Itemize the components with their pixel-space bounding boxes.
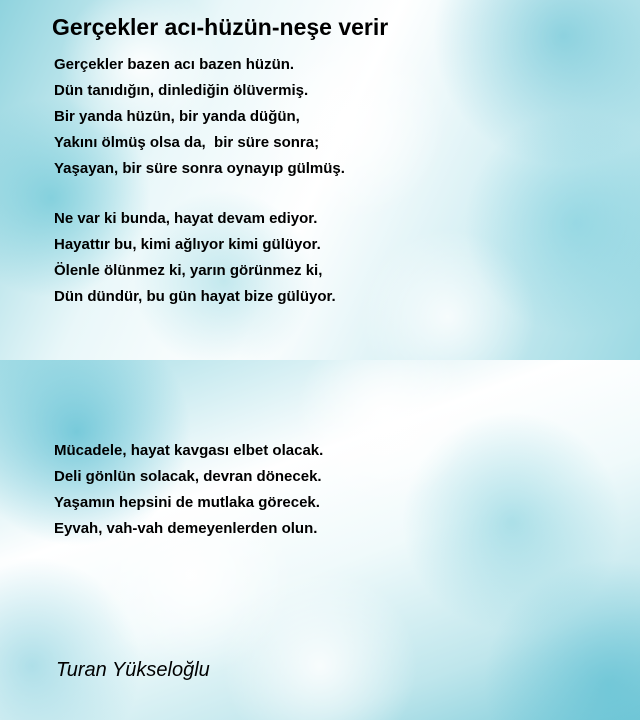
poem-line: Dün dündür, bu gün hayat bize gülüyor. — [54, 288, 336, 305]
poem-title: Gerçekler acı-hüzün-neşe verir — [52, 14, 389, 40]
poem-line: Yakını ölmüş olsa da, bir süre sonra; — [54, 134, 320, 151]
poem-card-bottom — [0, 360, 640, 720]
stanza-1 — [54, 52, 345, 182]
poem-line: Yaşamın hepsini de mutlaka görecek. — [54, 494, 320, 511]
poem-line: Eyvah, vah-vah demeyenlerden olun. — [54, 520, 318, 537]
poem-line: Ne var ki bunda, hayat devam ediyor. — [54, 210, 318, 227]
stanza-2 — [54, 206, 336, 310]
poem-line: Dün tanıdığın, dinlediğin ölüvermiş. — [54, 82, 309, 99]
poem-author: Turan Yükseloğlu — [56, 659, 210, 681]
poem-line: Yaşayan, bir süre sonra oynayıp gülmüş. — [54, 160, 345, 177]
poem-line: Hayattır bu, kimi ağlıyor kimi gülüyor. — [54, 236, 321, 253]
stanza-3 — [54, 438, 323, 542]
poem-line: Mücadele, hayat kavgası elbet olacak. — [54, 442, 324, 459]
poem-line: Ölenle ölünmez ki, yarın görünmez ki, — [54, 262, 323, 279]
poem-line: Deli gönlün solacak, devran dönecek. — [54, 468, 322, 485]
poem-line: Bir yanda hüzün, bir yanda düğün, — [54, 108, 300, 125]
poem-line: Gerçekler bazen acı bazen hüzün. — [54, 56, 295, 73]
